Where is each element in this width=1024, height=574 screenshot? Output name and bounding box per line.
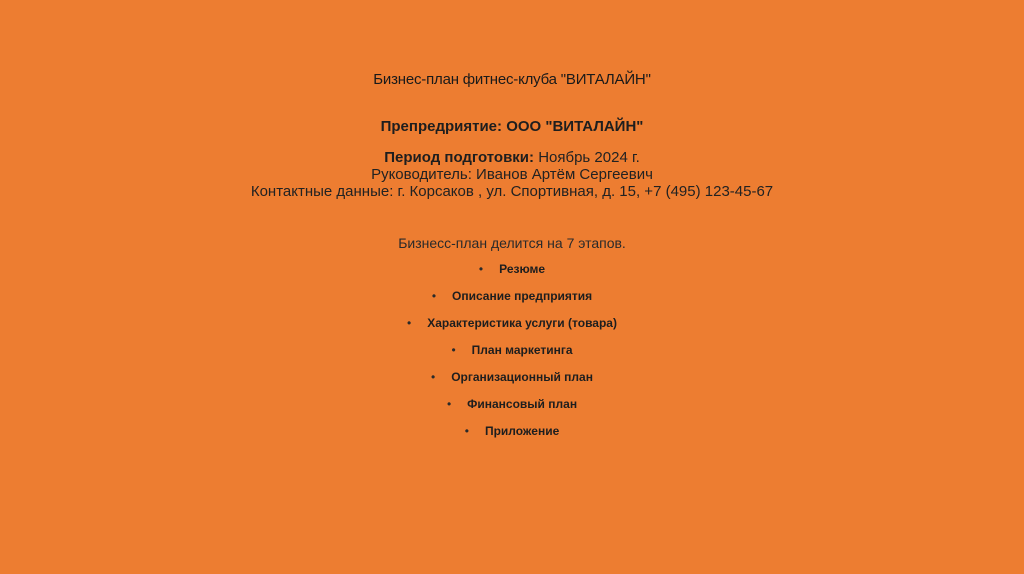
bullet-icon: • (407, 316, 412, 330)
enterprise-line (0, 118, 1024, 135)
enterprise-label: Препредриятие: (380, 118, 503, 135)
stage-label: План маркетинга (471, 343, 573, 357)
stages-intro: Бизнесс-план делится на 7 этапов. (398, 235, 626, 251)
enterprise-value: ООО "ВИТАЛАЙН" (506, 118, 644, 135)
manager-line: Руководитель: Иванов Артём Сергеевич (371, 166, 653, 183)
period-label: Период подготовки: (384, 149, 535, 166)
period-value: Ноябрь 2024 г. (538, 149, 640, 166)
stage-label: Характеристика услуги (товара) (427, 316, 617, 330)
stage-label: Описание предприятия (452, 289, 593, 303)
info-block (0, 149, 1024, 200)
bullet-icon: • (464, 424, 469, 438)
stage-label: Приложение (484, 424, 560, 438)
stages-list (0, 262, 1024, 451)
slide-title: Бизнес-план фитнес-клуба "ВИТАЛАЙН" (373, 71, 651, 88)
stage-label: Финансовый план (467, 397, 578, 411)
list-item (0, 316, 1024, 343)
list-item (0, 370, 1024, 397)
bullet-icon: • (478, 262, 484, 276)
contacts-line: Контактные данные: г. Корсаков , ул. Спортивная, д. 15, +7 (495) 123-45-67 (250, 183, 774, 200)
list-item (0, 289, 1024, 316)
stage-label: Организационный план (451, 370, 593, 384)
period-line (0, 149, 1024, 166)
bullet-icon: • (451, 343, 456, 357)
list-item (0, 343, 1024, 370)
list-item (0, 424, 1024, 451)
list-item (0, 397, 1024, 424)
bullet-icon: • (431, 370, 436, 384)
stage-label: Резюме (499, 262, 546, 276)
bullet-icon: • (431, 289, 437, 303)
list-item (0, 262, 1024, 289)
bullet-icon: • (446, 397, 452, 411)
